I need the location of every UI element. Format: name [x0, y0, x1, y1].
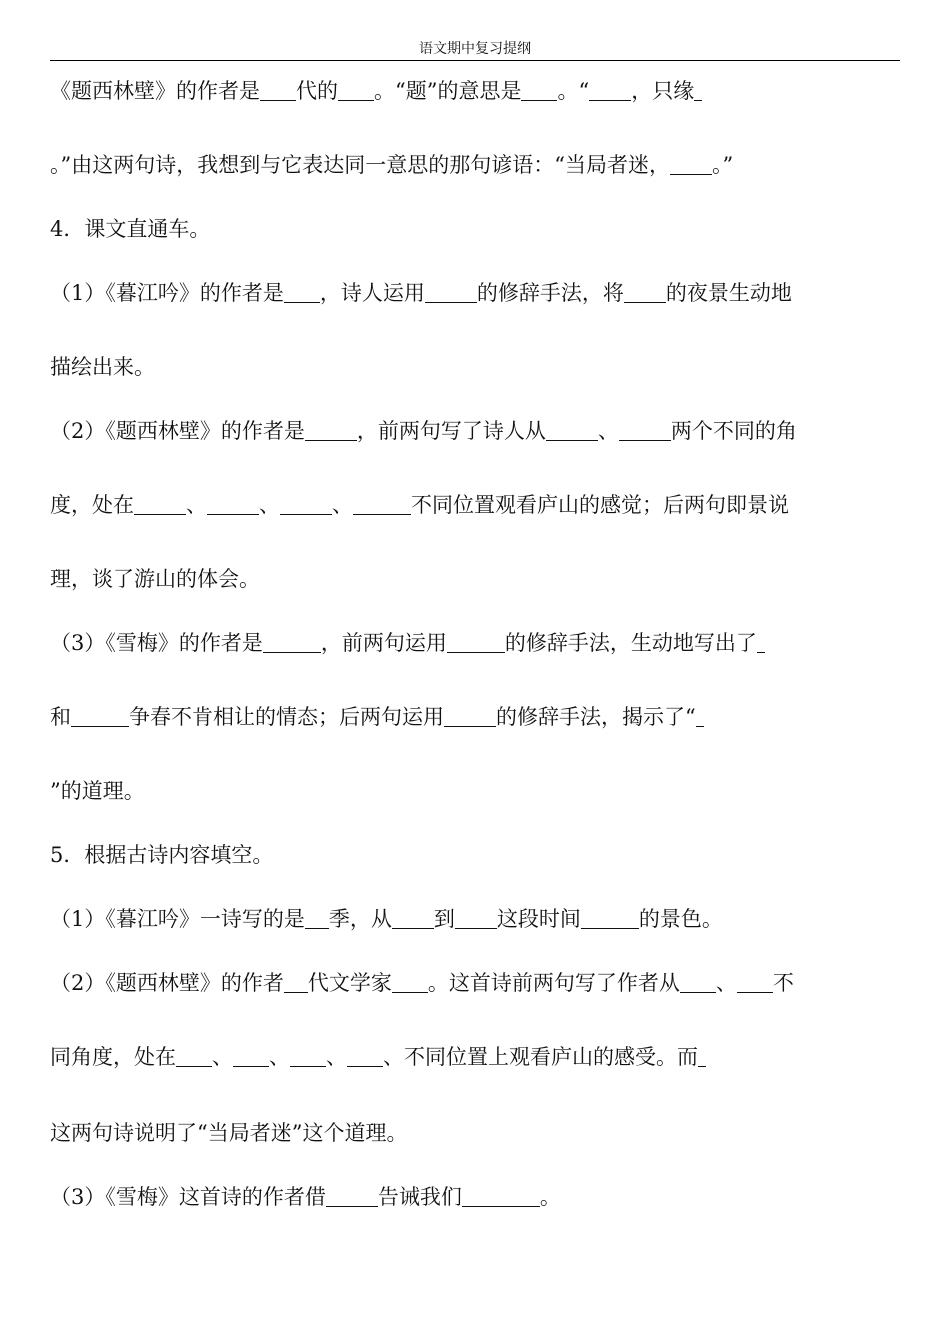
- text: 。“: [557, 79, 590, 103]
- blank[interactable]: [589, 80, 631, 101]
- text: 。: [539, 1185, 561, 1209]
- line-8: [50, 564, 260, 594]
- line-15: [50, 1042, 706, 1072]
- text: （1）《暮江吟》一诗写的是: [50, 907, 305, 931]
- line-16: [50, 1118, 407, 1148]
- line-14: [50, 968, 794, 998]
- blank[interactable]: [290, 1046, 326, 1067]
- text: 代的: [296, 79, 338, 103]
- text: 争春不肯相让的情态；后两句运用: [129, 705, 444, 729]
- text: ”的道理。: [50, 779, 145, 803]
- text: 和: [50, 705, 71, 729]
- page-header: [50, 40, 900, 61]
- text: 4．课文直通车。: [50, 217, 211, 241]
- line-7: [50, 490, 789, 520]
- blank[interactable]: [305, 420, 357, 441]
- text: 、: [715, 971, 737, 995]
- blank[interactable]: [233, 1046, 269, 1067]
- line-17: [50, 1182, 561, 1212]
- text: 不同位置观看庐山的感觉；后两句即景说: [411, 493, 789, 517]
- blank[interactable]: [425, 282, 477, 303]
- text: 5．根据古诗内容填空。: [50, 843, 274, 867]
- text: 、: [332, 493, 353, 517]
- blank[interactable]: [737, 972, 773, 993]
- text: ，只缘: [631, 79, 695, 103]
- blank[interactable]: [624, 282, 666, 303]
- text: 季，从: [328, 907, 392, 931]
- text: 到: [433, 907, 455, 931]
- blank[interactable]: [176, 1046, 212, 1067]
- blank[interactable]: [581, 908, 639, 929]
- blank[interactable]: [619, 420, 671, 441]
- blank[interactable]: [680, 972, 716, 993]
- text: 描绘出来。: [50, 355, 155, 379]
- blank[interactable]: [670, 154, 712, 175]
- line-9: [50, 628, 765, 658]
- text: 、: [186, 493, 207, 517]
- line-5: [50, 352, 155, 382]
- blank[interactable]: [455, 908, 497, 929]
- blank[interactable]: [134, 494, 186, 515]
- text: （3）《雪梅》的作者是: [50, 631, 263, 655]
- text: 。”: [711, 153, 734, 177]
- blank[interactable]: [207, 494, 259, 515]
- blank[interactable]: [326, 1186, 378, 1207]
- blank[interactable]: [284, 972, 308, 993]
- line-6: [50, 416, 797, 446]
- section-4-title: [50, 214, 210, 244]
- text: （1）《暮江吟》的作者是: [50, 281, 284, 305]
- text: 同角度，处在: [50, 1045, 176, 1069]
- text: 代文学家: [307, 971, 392, 995]
- blank[interactable]: [392, 972, 428, 993]
- text: 告诫我们: [377, 1185, 462, 1209]
- text: ，诗人运用: [319, 281, 425, 305]
- blank[interactable]: [447, 632, 505, 653]
- text: （2）《题西林壁》的作者是: [50, 419, 305, 443]
- text: 《题西林壁》的作者是: [50, 79, 260, 103]
- section-5-title: [50, 840, 273, 870]
- blank[interactable]: [280, 494, 332, 515]
- blank[interactable]: [757, 632, 765, 653]
- text: 。这首诗前两句写了作者从: [427, 971, 680, 995]
- blank[interactable]: [521, 80, 557, 101]
- blank[interactable]: [462, 1186, 540, 1207]
- line-2: [50, 150, 733, 180]
- text: 的修辞手法，将: [476, 281, 624, 305]
- text: 。”由这两句诗，我想到与它表达同一意思的那句谚语：“当局者迷，: [50, 153, 670, 177]
- text: 、不同位置上观看庐山的感受。而: [383, 1045, 698, 1069]
- blank[interactable]: [338, 80, 374, 101]
- line-10: [50, 702, 704, 732]
- blank[interactable]: [694, 80, 702, 101]
- text: 、: [326, 1045, 347, 1069]
- text: 两个不同的角: [670, 419, 797, 443]
- blank[interactable]: [347, 1046, 383, 1067]
- line-13: [50, 904, 723, 934]
- text: 这两句诗说明了“当局者迷”这个道理。: [50, 1121, 408, 1145]
- text: 、: [259, 493, 280, 517]
- text: 。“题”的意思是: [374, 79, 522, 103]
- text: ，前两句运用: [320, 631, 447, 655]
- text: 、: [269, 1045, 290, 1069]
- blank[interactable]: [353, 494, 411, 515]
- blank[interactable]: [444, 706, 496, 727]
- blank[interactable]: [284, 282, 320, 303]
- blank[interactable]: [546, 420, 598, 441]
- blank[interactable]: [696, 706, 704, 727]
- text: （2）《题西林壁》的作者: [50, 971, 284, 995]
- blank[interactable]: [698, 1046, 706, 1067]
- blank[interactable]: [392, 908, 434, 929]
- text: 理，谈了游山的体会。: [50, 567, 260, 591]
- text: 的夜景生动地: [665, 281, 792, 305]
- blank[interactable]: [305, 908, 329, 929]
- line-11: [50, 776, 145, 806]
- text: 度，处在: [50, 493, 134, 517]
- blank[interactable]: [263, 632, 321, 653]
- text: 的修辞手法，揭示了“: [496, 705, 696, 729]
- line-1: [50, 76, 702, 106]
- text: 、: [597, 419, 619, 443]
- text: 的景色。: [638, 907, 723, 931]
- text: 不: [772, 971, 794, 995]
- blank[interactable]: [71, 706, 129, 727]
- text: （3）《雪梅》这首诗的作者借: [50, 1185, 326, 1209]
- text: 、: [212, 1045, 233, 1069]
- text: 的修辞手法，生动地写出了: [504, 631, 757, 655]
- text: 这段时间: [496, 907, 581, 931]
- blank[interactable]: [260, 80, 296, 101]
- text: ，前两句写了诗人从: [356, 419, 546, 443]
- header-title: 语文期中复习提纲: [419, 41, 531, 57]
- line-4: [50, 278, 792, 308]
